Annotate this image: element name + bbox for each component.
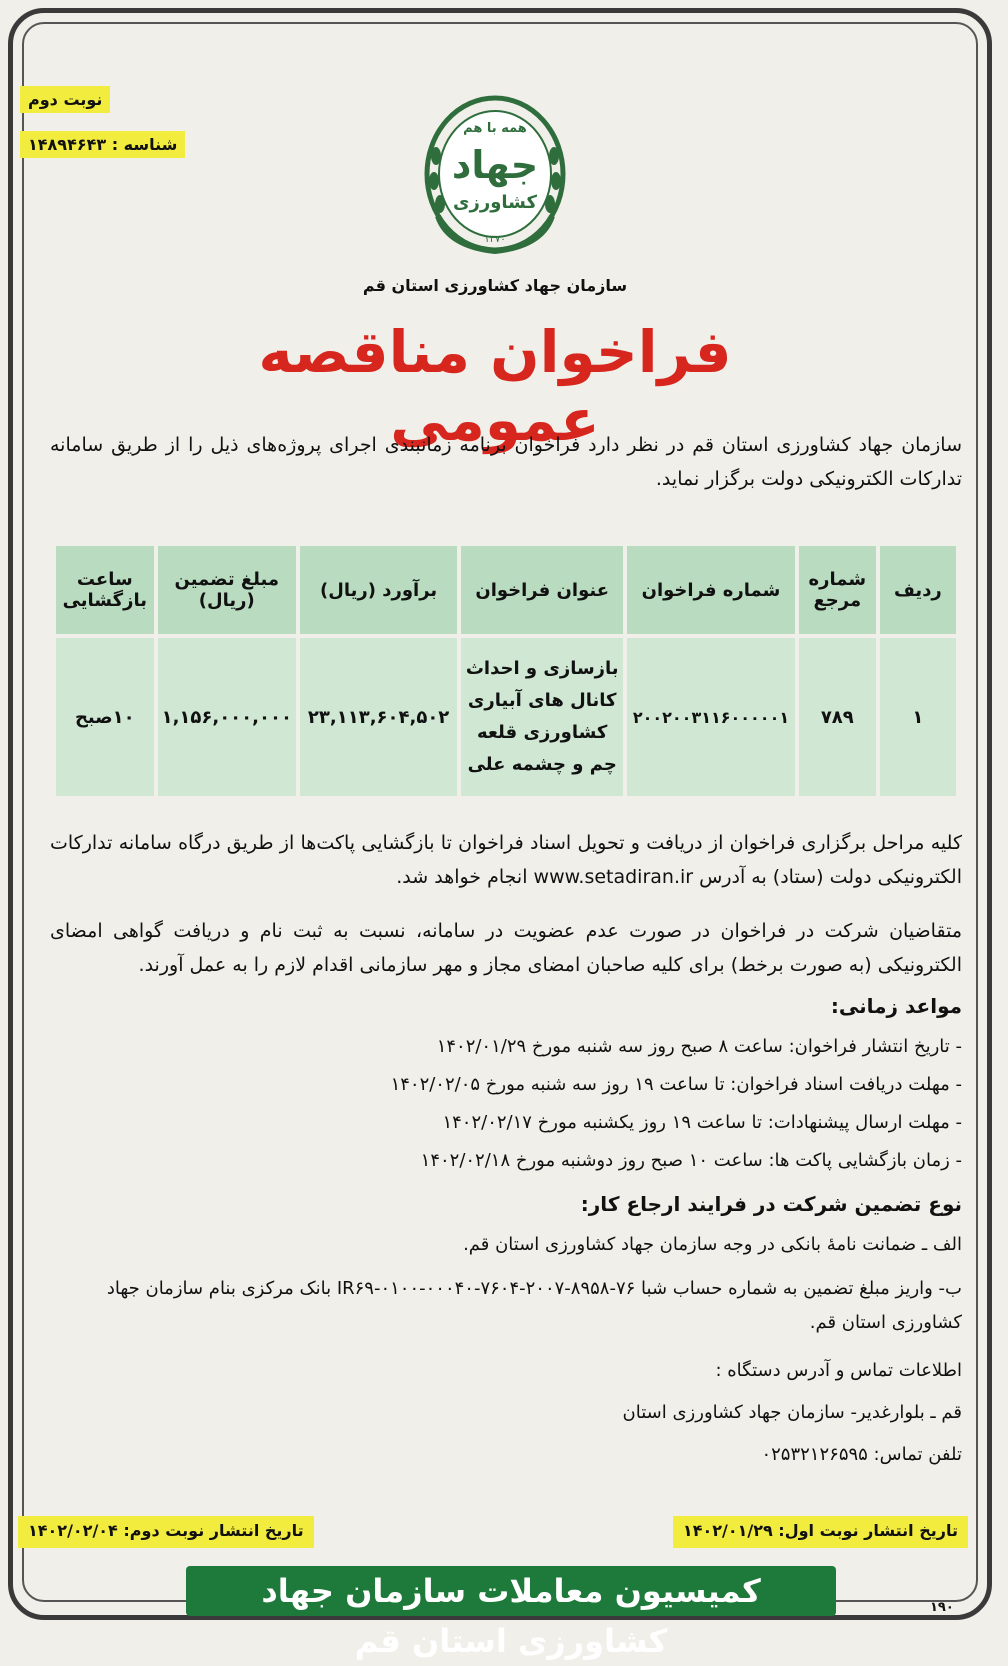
page-title: فراخوان مناقصه عمومی — [258, 318, 732, 454]
table-row — [56, 638, 956, 796]
tender-table — [52, 542, 960, 800]
guarantee-heading: نوع تضمین شرکت در فرایند ارجاع کار: — [580, 1192, 962, 1216]
cell-call-number: ۲۰۰۲۰۰۳۱۱۶۰۰۰۰۰۱ — [627, 638, 795, 796]
cell-guarantee: ۱,۱۵۶,۰۰۰,۰۰۰ — [158, 638, 296, 796]
guarantee-option-b: ب- واریز مبلغ تضمین به شماره حساب شبا IR۶۹-۰۱۰۰-۰۰۰۴۰-۷۶۰۴-۲۰۰۷-۸۹۵۸-۷۶ بانک مرکزی بنام سازمان جهاد کشاورزی استان قم. — [106, 1278, 962, 1333]
header-call-number: شماره فراخوان — [627, 546, 795, 634]
guarantee-option-a: الف ـ ضمانت نامهٔ بانکی در وجه سازمان جهاد کشاورزی استان قم. — [463, 1234, 962, 1255]
table-header-row — [56, 546, 956, 634]
cell-estimate: ۲۳,۱۱۳,۶۰۴,۵۰۲ — [300, 638, 457, 796]
schedule-item: - زمان بازگشایی پاکت ها: ساعت ۱۰ صبح روز دوشنبه مورخ ۱۴۰۲/۰۲/۱۸ — [420, 1150, 962, 1171]
cell-reference: ۷۸۹ — [799, 638, 876, 796]
header-guarantee: مبلغ تضمین (ریال) — [158, 546, 296, 634]
logo-main-text: جهاد — [451, 143, 539, 187]
header-reference: شماره مرجع — [799, 546, 876, 634]
schedule-heading: مواعد زمانی: — [830, 994, 962, 1018]
page-number: ۱۹۰ — [930, 1600, 954, 1615]
contact-address: قم ـ بلوارغدیر- سازمان جهاد کشاورزی استان — [622, 1402, 962, 1423]
schedule-item: - مهلت دریافت اسناد فراخوان: تا ساعت ۱۹ روز سه شنبه مورخ ۱۴۰۲/۰۲/۰۵ — [390, 1074, 962, 1095]
schedule-item: - تاریخ انتشار فراخوان: ساعت ۸ صبح روز سه شنبه مورخ ۱۴۰۲/۰۱/۲۹ — [436, 1036, 962, 1057]
intro-paragraph: سازمان جهاد کشاورزی استان قم در نظر دارد فراخوان برنامه زمانبندی اجرای پروژه‌های ذیل را از طریق سامانه تدارکات الکترونیکی دولت برگزار نماید. — [50, 434, 962, 490]
shenase-badge: شناسه : ۱۴۸۹۴۶۴۳ — [20, 131, 185, 158]
cell-opening-time: ۱۰صبح — [56, 638, 154, 796]
header-call-title: عنوان فراخوان — [461, 546, 623, 634]
wheat-emblem-icon — [418, 86, 572, 256]
footer-commission: کمیسیون معاملات سازمان جهاد کشاورزی استان قم — [186, 1566, 836, 1616]
logo-sub-text: کشاورزی — [453, 192, 537, 213]
first-publish-date: تاریخ انتشار نوبت اول: ۱۴۰۲/۰۱/۲۹ — [673, 1516, 968, 1548]
second-publish-date: تاریخ انتشار نوبت دوم: ۱۴۰۲/۰۲/۰۴ — [18, 1516, 314, 1548]
contact-phone: تلفن تماس: ۰۲۵۳۲۱۲۶۵۹۵ — [761, 1444, 962, 1465]
org-name: سازمان جهاد کشاورزی استان قم — [362, 276, 628, 295]
all-steps-paragraph: کلیه مراحل برگزاری فراخوان از دریافت و تحویل اسناد فراخوان تا بازگشایی پاکت‌ها از طریق درگاه سامانه تدارکات الکترونیکی دولت (ستاد) به آدرس www.setadiran.ir انجام خواهد شد. — [50, 832, 962, 888]
logo-year: ۱۳۷۰ — [484, 234, 506, 245]
header-estimate: برآورد (ریال) — [300, 546, 457, 634]
cell-call-title: بازسازی و احداث کانال های آبیاری کشاورزی قلعه چم و چشمه علی — [461, 638, 623, 796]
applicants-paragraph: متقاضیان شرکت در فراخوان در صورت عدم عضویت در سامانه، نسبت به ثبت نام و دریافت گواهی امضای الکترونیکی (به صورت برخط) برای کلیه صاحبان امضای مجاز و مهر سازمانی اقدام لازم را به عمل آورند. — [50, 920, 962, 976]
header-radif: ردیف — [880, 546, 956, 634]
header-opening-time: ساعت بازگشایی — [56, 546, 154, 634]
cell-radif: ۱ — [880, 638, 956, 796]
contact-heading: اطلاعات تماس و آدرس دستگاه : — [715, 1360, 962, 1381]
schedule-item: - مهلت ارسال پیشنهادات: تا ساعت ۱۹ روز یکشنبه مورخ ۱۴۰۲/۰۲/۱۷ — [442, 1112, 962, 1133]
logo-top-text: همه با هم — [463, 121, 527, 136]
jahad-logo — [418, 86, 572, 256]
nobat-badge: نوبت دوم — [20, 86, 110, 113]
